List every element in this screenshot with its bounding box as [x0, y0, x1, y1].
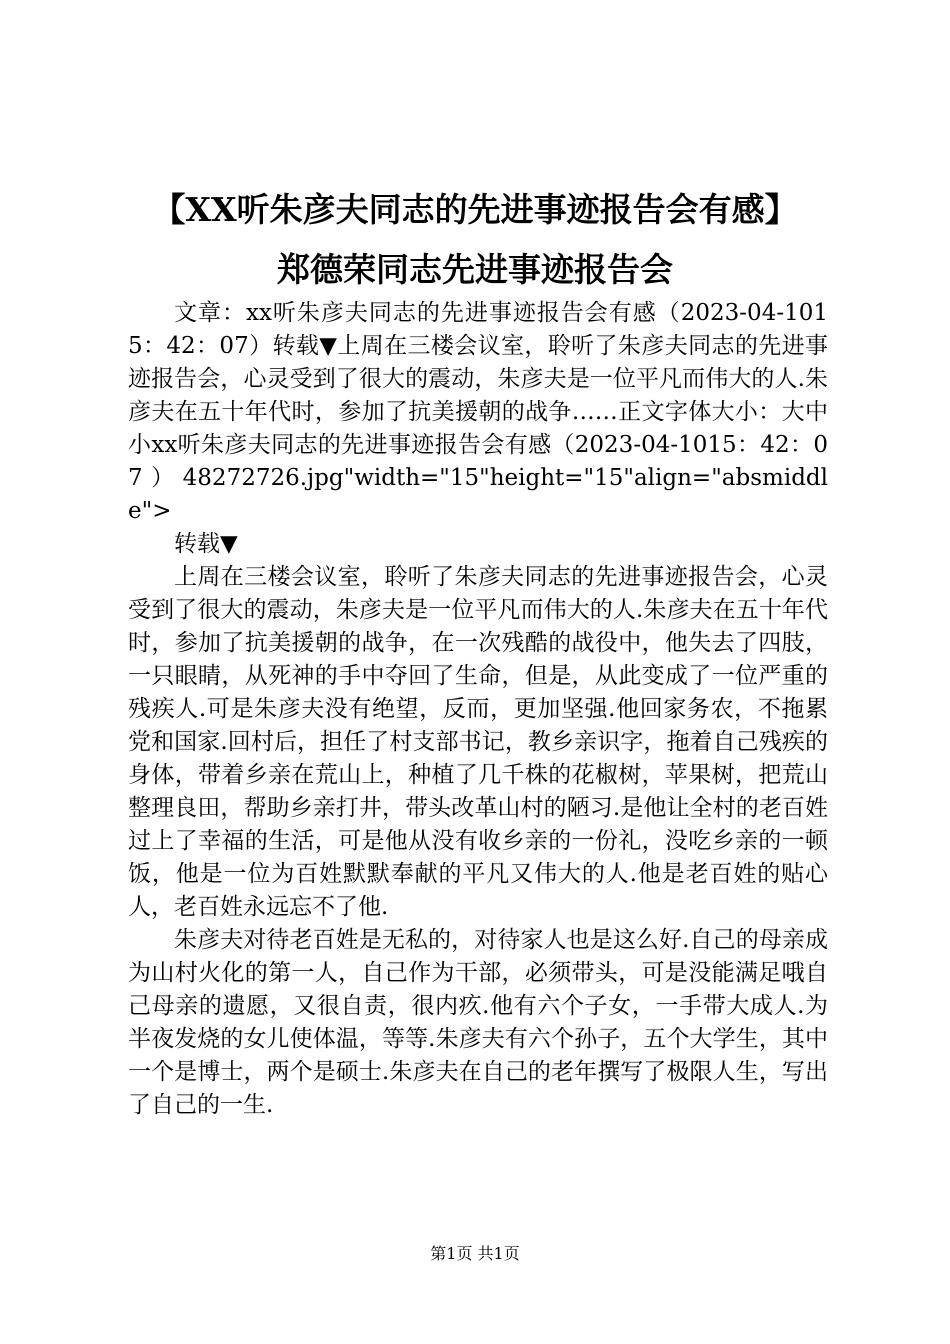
document-title-line-2: 郑德荣同志先进事迹报告会 [277, 250, 673, 289]
page-footer: 第1页 共1页 [430, 1244, 520, 1263]
paragraph-family: 朱彦夫对待老百姓是无私的，对待家人也是这么好.自己的母亲成为山村火化的第一人，自己作为干部，必须带头，可是没能满足哦自己母亲的遗愿，又很自责，很内疚.他有六个子女，一手带大成人.为半夜发烧的女儿使体温，等等.朱彦夫有六个孙子，五个大学生，其中一个是博士，两个是硕士.朱彦夫在自己的老年撰写了极限人生，写出了自己的一生. [128, 927, 828, 1118]
paragraph-repost: 转载▼ [174, 531, 238, 557]
paragraph-report: 上周在三楼会议室，聆听了朱彦夫同志的先进事迹报告会，心灵受到了很大的震动，朱彦夫是一位平凡而伟大的人.朱彦夫在五十年代时，参加了抗美援朝的战争，在一次残酷的战役中，他失去了四肢，一只眼睛，从死神的手中夺回了生命，但是，从此变成了一位严重的残疾人.可是朱彦夫没有绝望，反而，更加坚强.他回家务农，不拖累党和国家.回村后，担任了村支部书记，教乡亲识字，拖着自己残疾的身体，带着乡亲在荒山上，种植了几千株的花椒树，苹果树，把荒山整理良田，帮助乡亲打井，带头改革山村的陋习.是他让全村的老百姓过上了幸福的生活，可是他从没有收乡亲的一份礼，没吃乡亲的一顿饭，他是一位为百姓默默奉献的平凡又伟大的人.他是老百姓的贴心人，老百姓永远忘不了他. [128, 564, 828, 920]
paragraph-intro: 文章：xx听朱彦夫同志的先进事迹报告会有感（2023-04-1015：42：07）转载▼上周在三楼会议室，聆听了朱彦夫同志的先进事迹报告会，心灵受到了很大的震动，朱彦夫是一位平凡而伟大的人.朱彦夫在五十年代时，参加了抗美援朝的战争……正文字体大小：大中小xx听朱彦夫同志的先进事迹报告会有感（2023-04-1015：42：07）48272726.jpg"width="15"height="15"align="absmiddle"> [128, 300, 828, 524]
document-title-line-1: 【XX听朱彦夫同志的先进事迹报告会有感】 [152, 190, 798, 229]
document-body [128, 297, 828, 1122]
